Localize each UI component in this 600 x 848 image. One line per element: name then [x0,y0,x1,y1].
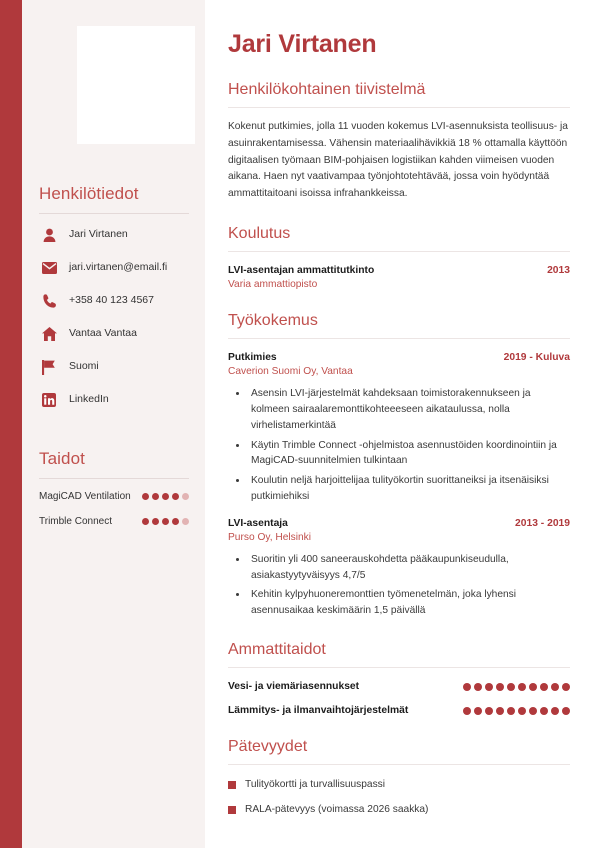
divider [228,251,570,252]
linkedin-icon [39,393,59,407]
entry-subtitle: Purso Oy, Helsinki [228,531,312,543]
rating-dot [162,518,169,525]
rating-dot [518,683,526,691]
professional-skill-rating [463,683,570,691]
rating-dot [507,707,515,715]
qualification-row [228,804,570,815]
rating-dot [172,518,179,525]
bullet-item: • Suoritin yli 400 saneerauskohdetta pääkaupunkiseudulla, asiakastyytyväisyys 4,7/5 [248,552,570,584]
divider [228,667,570,668]
rating-dot [162,493,169,500]
rating-dot [551,707,559,715]
contact-text: Vantaa Vantaa [69,327,137,340]
phone-icon [39,294,59,308]
professional-skills-heading: Ammattitaidot [228,641,326,659]
main-content [205,0,600,848]
qualification-row [228,779,570,790]
rating-dot [540,683,548,691]
bullet-item: • Käytin Trimble Connect -ohjelmistoa asennustöiden koordinointiin ja MagiCAD-suunnitelmien tulkintaan [248,438,570,470]
entry-title: Putkimies [228,352,277,364]
rating-dot [529,707,537,715]
bullet-item: • Kehitin kylpyhuoneremonttien työmenetelmän, joka lyhensi asennusaikaa keskimäärin 1,5 päivällä [248,587,570,619]
skill-name: Trimble Connect [39,516,112,527]
skill-row [39,516,189,527]
rating-dot [463,683,471,691]
bullet-item: • Koulutin neljä harjoittelijaa tulityökortin suorittaneiksi ja itsenäisiksi putkimiehiksi [248,473,570,505]
entry-subtitle: Varia ammattiopisto [228,279,318,291]
experience-heading: Työkokemus [228,312,318,330]
rating-dot [496,707,504,715]
divider [228,764,570,765]
skill-row [39,491,189,502]
rating-dot [551,683,559,691]
square-bullet-icon [228,806,236,814]
profile-photo-placeholder [77,26,195,144]
skills-heading: Taidot [39,449,85,468]
skill-rating [142,493,189,500]
qualification-text: RALA-pätevyys (voimassa 2026 saakka) [245,804,429,816]
bullet-item: • Asensin LVI-järjestelmät kahdeksaan toimistorakennukseen ja kolmeen sairaalaremonttikohteeeseen aikataulussa, nolla virhelistamerkintää [248,386,570,433]
contact-row [39,292,189,310]
professional-skill-rating [463,707,570,715]
person-icon [39,228,59,242]
professional-skill-list [228,681,570,716]
rating-dot [474,683,482,691]
skill-name: MagiCAD Ventilation [39,491,131,502]
contact-text: jari.virtanen@email.fi [69,261,168,274]
professional-skill-row [228,705,570,716]
home-icon [39,327,59,341]
experience-entry [228,518,570,619]
education-list [228,265,570,290]
contact-row [39,358,189,376]
skill-rating [142,518,189,525]
rating-dot [485,707,493,715]
contact-row [39,259,189,277]
divider [39,478,189,479]
entry-header [228,265,570,276]
contact-row [39,226,189,244]
entry-date: 2013 [547,265,570,277]
experience-entry [228,352,570,505]
rating-dot [562,683,570,691]
skill-list [39,491,189,527]
rating-dot [142,493,149,500]
entry-date: 2019 - Kuluva [503,352,570,364]
personal-info-heading: Henkilötiedot [39,184,139,203]
sidebar [22,0,205,848]
divider [39,213,189,214]
professional-skill-name: Lämmitys- ja ilmanvaihtojärjestelmät [228,705,409,717]
contact-list [39,226,189,409]
experience-list [228,352,570,619]
bullet-list [248,552,570,619]
rating-dot [182,493,189,500]
education-entry [228,265,570,290]
entry-date: 2013 - 2019 [515,517,570,529]
summary-text: Kokenut putkimies, jolla 11 vuoden kokemus LVI-asennuksista teollisuus- ja asuinrakentamisessa. Vähensin materiaalihävikkiä 18 % ottamalla käyttöön digitaalisen työmaan BIM-pohjaisen logistiikan kahden viimeisen vuoden aikana. Haen nyt vaativampaa työnjohtotehtävää, jossa voin hyödyntää ammattitaitoani isoissa infrahankkeissa. [228,121,568,200]
entry-title: LVI-asentajan ammattitutkinto [228,265,375,277]
contact-row [39,391,189,409]
entry-subtitle: Caverion Suomi Oy, Vantaa [228,366,353,378]
rating-dot [518,707,526,715]
professional-skill-row [228,681,570,692]
rating-dot [172,493,179,500]
contact-row [39,325,189,343]
rating-dot [562,707,570,715]
entry-header [228,518,570,529]
rating-dot [463,707,471,715]
divider [228,338,570,339]
envelope-icon [39,262,59,274]
rating-dot [142,518,149,525]
rating-dot [540,707,548,715]
qualification-text: Tulityökortti ja turvallisuuspassi [245,779,386,791]
rating-dot [496,683,504,691]
qualification-list [228,779,570,815]
contact-text: Jari Virtanen [69,228,128,241]
rating-dot [152,518,159,525]
entry-header [228,352,570,363]
accent-rail [0,0,22,848]
summary-heading: Henkilökohtainen tiivistelmä [228,81,426,98]
bullet-list [248,386,570,505]
education-heading: Koulutus [228,225,291,243]
rating-dot [485,683,493,691]
divider [228,107,570,108]
rating-dot [182,518,189,525]
qualifications-heading: Pätevyydet [228,738,308,756]
rating-dot [529,683,537,691]
square-bullet-icon [228,781,236,789]
contact-text: +358 40 123 4567 [69,294,154,307]
rating-dot [474,707,482,715]
professional-skill-name: Vesi- ja viemäriasennukset [228,681,360,693]
entry-title: LVI-asentaja [228,517,288,529]
contact-text: Suomi [69,360,99,373]
rating-dot [507,683,515,691]
flag-icon [39,360,59,375]
rating-dot [152,493,159,500]
page-title: Jari Virtanen [228,30,377,58]
contact-text: LinkedIn [69,393,109,406]
